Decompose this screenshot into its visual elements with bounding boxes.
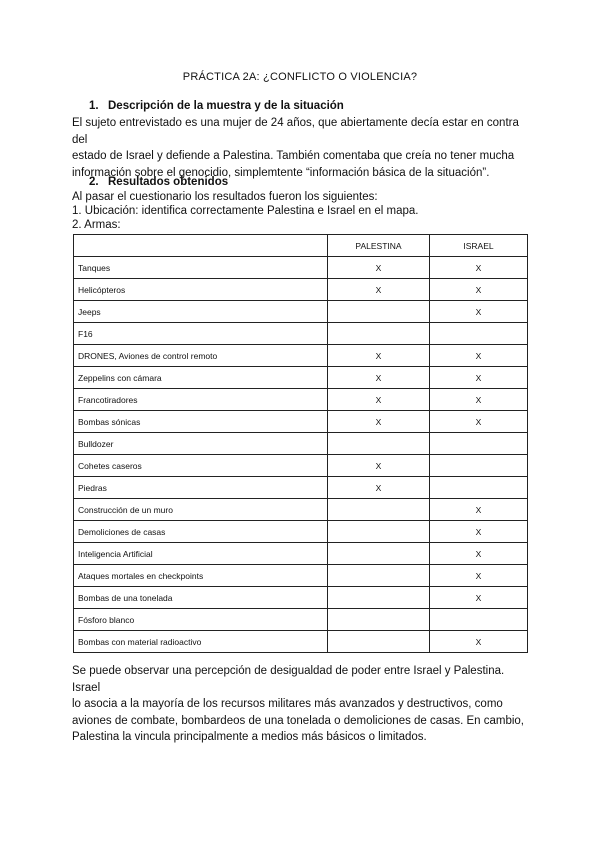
weapon-name-cell: DRONES, Aviones de control remoto — [74, 345, 328, 367]
palestina-cell: X — [328, 477, 430, 499]
israel-cell: X — [430, 565, 528, 587]
weapon-name-cell: Jeeps — [74, 301, 328, 323]
table-row — [74, 631, 528, 653]
israel-cell: X — [430, 257, 528, 279]
weapon-name-cell: Helicópteros — [74, 279, 328, 301]
palestina-cell: X — [328, 345, 430, 367]
israel-cell: X — [430, 367, 528, 389]
weapon-name-cell: F16 — [74, 323, 328, 345]
weapon-name-cell: Demoliciones de casas — [74, 521, 328, 543]
israel-cell — [430, 323, 528, 345]
israel-cell — [430, 455, 528, 477]
conclusion-paragraph — [72, 663, 532, 746]
palestina-cell — [328, 433, 430, 455]
section-1-title: Descripción de la muestra y de la situación — [108, 100, 344, 112]
table-row — [74, 499, 528, 521]
weapon-name-cell: Construcción de un muro — [74, 499, 328, 521]
table-row — [74, 411, 528, 433]
palestina-cell — [328, 565, 430, 587]
table-row — [74, 433, 528, 455]
paragraph-line: aviones de combate, bombardeos de una tonelada o demoliciones de casas. En cambio, — [72, 714, 524, 727]
table-row — [74, 477, 528, 499]
table-row — [74, 367, 528, 389]
table-row — [74, 389, 528, 411]
israel-cell: X — [430, 301, 528, 323]
table-row — [74, 521, 528, 543]
header-palestina: PALESTINA — [328, 235, 430, 257]
weapon-name-cell: Bombas con material radioactivo — [74, 631, 328, 653]
table-row — [74, 301, 528, 323]
paragraph-line: estado de Israel y defiende a Palestina. También comentaba que creía no tener mucha — [72, 150, 515, 162]
section-2-intro: Al pasar el cuestionario los resultados fueron los siguientes: — [72, 191, 378, 203]
palestina-cell — [328, 631, 430, 653]
table-row — [74, 587, 528, 609]
page-title: PRÁCTICA 2A: ¿CONFLICTO O VIOLENCIA? — [182, 71, 418, 83]
palestina-cell — [328, 301, 430, 323]
header-weapon — [74, 235, 328, 257]
section-2-heading — [89, 176, 228, 188]
table-row — [74, 565, 528, 587]
table-row — [74, 279, 528, 301]
table-row — [74, 323, 528, 345]
palestina-cell: X — [328, 411, 430, 433]
israel-cell — [430, 609, 528, 631]
section-2-number: 2. — [89, 176, 99, 188]
palestina-cell — [328, 543, 430, 565]
section-2-item-ubicacion: 1. Ubicación: identifica correctamente Palestina e Israel en el mapa. — [72, 205, 419, 217]
weapon-name-cell: Inteligencia Artificial — [74, 543, 328, 565]
table-body — [74, 257, 528, 653]
palestina-cell: X — [328, 257, 430, 279]
weapons-table — [73, 234, 528, 653]
israel-cell: X — [430, 543, 528, 565]
weapon-name-cell: Bombas sónicas — [74, 411, 328, 433]
paragraph-line: Palestina la vincula principalmente a medios más básicos o limitados. — [72, 731, 427, 743]
israel-cell: X — [430, 631, 528, 653]
weapon-name-cell: Fósforo blanco — [74, 609, 328, 631]
palestina-cell: X — [328, 367, 430, 389]
palestina-cell: X — [328, 455, 430, 477]
section-1-number: 1. — [89, 100, 99, 112]
palestina-cell — [328, 499, 430, 521]
israel-cell: X — [430, 521, 528, 543]
israel-cell: X — [430, 389, 528, 411]
palestina-cell: X — [328, 389, 430, 411]
israel-cell: X — [430, 411, 528, 433]
table-row — [74, 455, 528, 477]
israel-cell: X — [430, 345, 528, 367]
palestina-cell — [328, 609, 430, 631]
israel-cell — [430, 433, 528, 455]
weapon-name-cell: Tanques — [74, 257, 328, 279]
table-row — [74, 543, 528, 565]
palestina-cell — [328, 323, 430, 345]
paragraph-line: información sobre el genocidio, simplemtente “información básica de la situación”. — [72, 166, 490, 179]
weapon-name-cell: Francotiradores — [74, 389, 328, 411]
israel-cell: X — [430, 499, 528, 521]
table-header-row — [74, 235, 528, 257]
header-israel: ISRAEL — [430, 235, 528, 257]
paragraph-line: lo asocia a la mayoría de los recursos militares más avanzados y destructivos, como — [72, 698, 503, 710]
section-2-title: Resultados obtenidos — [108, 176, 229, 188]
weapon-name-cell: Zeppelins con cámara — [74, 367, 328, 389]
israel-cell: X — [430, 587, 528, 609]
table-row — [74, 609, 528, 631]
israel-cell: X — [430, 279, 528, 301]
palestina-cell — [328, 521, 430, 543]
section-2-item-armas: 2. Armas: — [72, 219, 121, 231]
weapon-name-cell: Bulldozer — [74, 433, 328, 455]
israel-cell — [430, 477, 528, 499]
section-1-heading — [89, 100, 344, 112]
weapon-name-cell: Ataques mortales en checkpoints — [74, 565, 328, 587]
palestina-cell: X — [328, 279, 430, 301]
palestina-cell — [328, 587, 430, 609]
paragraph-line: El sujeto entrevistado es una mujer de 24 años, que abiertamente decía estar en contra del — [72, 117, 519, 146]
weapon-name-cell: Piedras — [74, 477, 328, 499]
weapon-name-cell: Cohetes caseros — [74, 455, 328, 477]
table-row — [74, 257, 528, 279]
weapon-name-cell: Bombas de una tonelada — [74, 587, 328, 609]
section-1-paragraph — [72, 115, 532, 181]
table-row — [74, 345, 528, 367]
paragraph-line: Se puede observar una percepción de desigualdad de poder entre Israel y Palestina. Israel — [72, 665, 505, 694]
